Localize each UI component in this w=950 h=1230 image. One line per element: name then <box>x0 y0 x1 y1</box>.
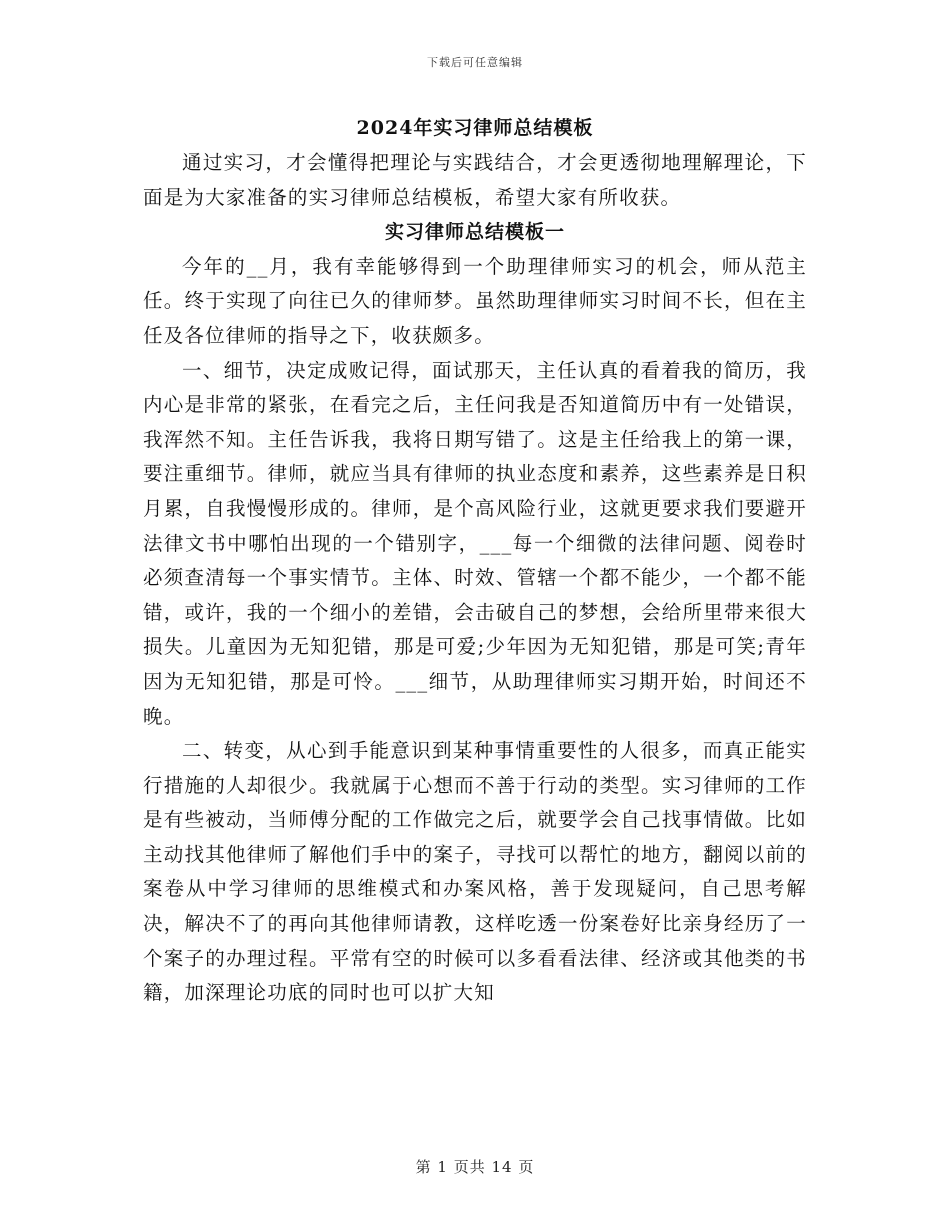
page-header-note: 下载后可任意编辑 <box>427 56 523 69</box>
document-title: 2024年实习律师总结模板 <box>356 117 594 139</box>
page-number: 第 1 页共 14 页 <box>415 1158 535 1176</box>
section-heading: 实习律师总结模板一 <box>384 221 565 244</box>
intro-paragraph: 通过实习，才会懂得把理论与实践结合，才会更透彻地理解理论，下面是为大家准备的实习律师总结模板，希望大家有所收获。 <box>143 151 807 209</box>
body-paragraph-2: 一、细节，决定成败记得，面试那天，主任认真的看着我的简历，我内心是非常的紧张，在看完之后，主任问我是否知道简历中有一处错误，我浑然不知。主任告诉我，我将日期写错了。这是主任给我上的第一课，要注重细节。律师，就应当具有律师的执业态度和素养，这些素养是日积月累，自我慢慢形成的。律师，是个高风险行业，这就更要求我们要避开法律文书中哪怕出现的一个错别字，___每一个细微的法律问题、阅卷时必须查清每一个事实情节。主体、时效、管辖一个都不能少，一个都不能错，或许，我的一个细小的差错，会击破自己的梦想，会给所里带来很大损失。儿童因为无知犯错，那是可爱;少年因为无知犯错，那是可笑;青年因为无知犯错，那是可怜。___细节，从助理律师实习期开始，时间还不晚。 <box>143 358 807 728</box>
document-body <box>143 146 807 1011</box>
body-paragraph-3: 二、转变，从心到手能意识到某种事情重要性的人很多，而真正能实行措施的人却很少。我就属于心想而不善于行动的类型。实习律师的工作是有些被动，当师傅分配的工作做完之后，就要学会自己找事情做。比如主动找其他律师了解他们手中的案子，寻找可以帮忙的地方，翻阅以前的案卷从中学习律师的思维模式和办案风格，善于发现疑问，自己思考解决，解决不了的再向其他律师请教，这样吃透一份案卷好比亲身经历了一个案子的办理过程。平常有空的时候可以多看看法律、经济或其他类的书籍，加深理论功底的同时也可以扩大知 <box>143 739 807 1005</box>
body-paragraph-1: 今年的__月，我有幸能够得到一个助理律师实习的机会，师从范主任。终于实现了向往已久的律师梦。虽然助理律师实习时间不长，但在主任及各位律师的指导之下，收获颇多。 <box>143 254 807 347</box>
